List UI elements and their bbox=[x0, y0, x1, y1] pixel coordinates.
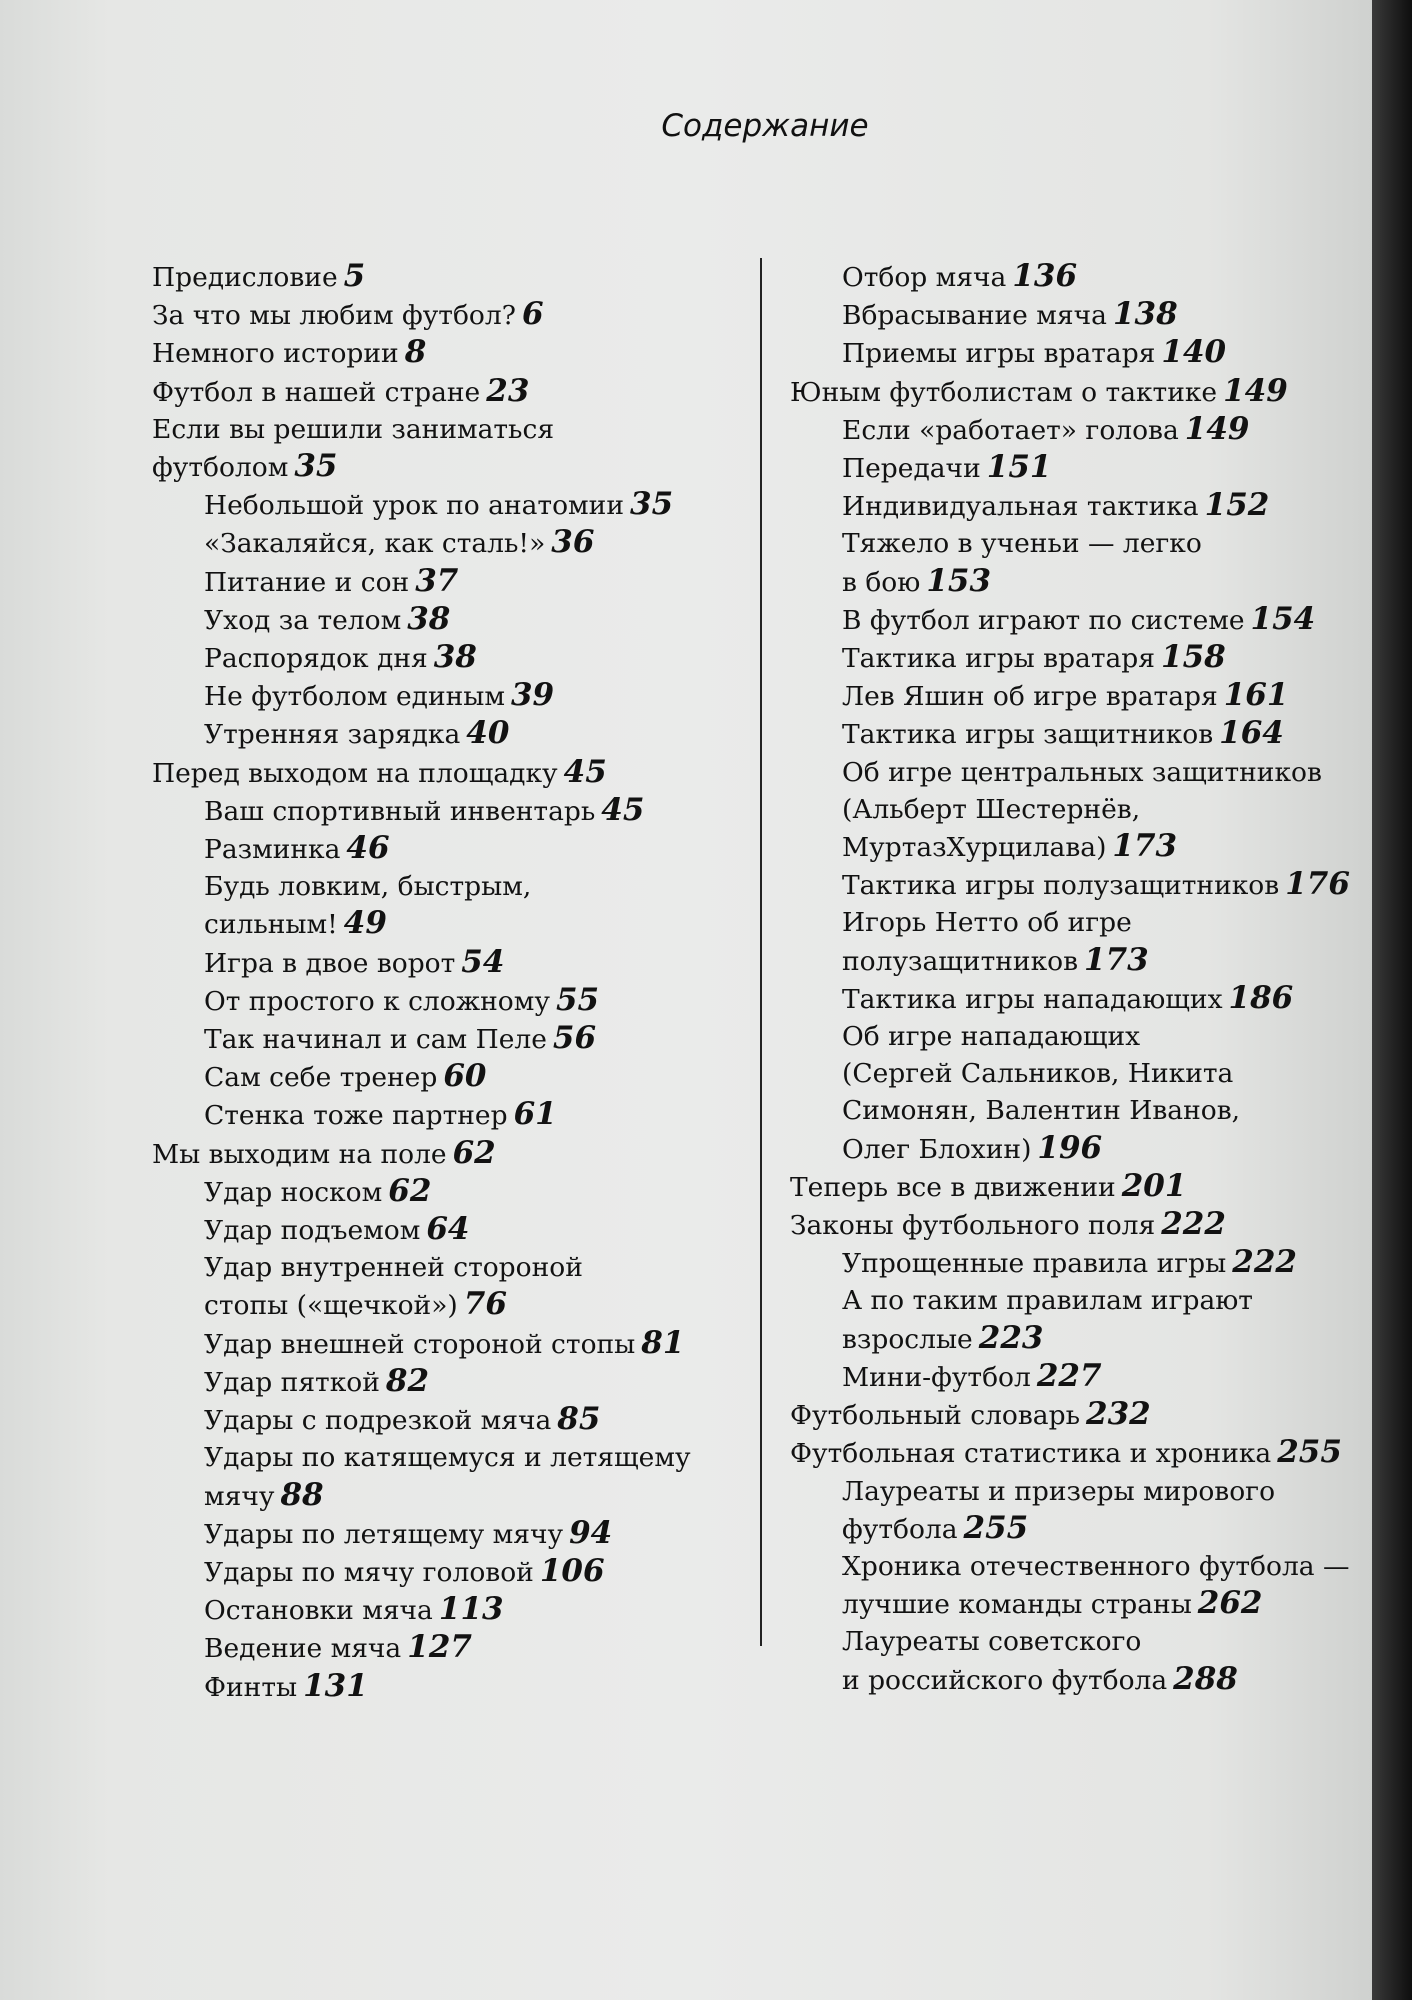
toc-entry-text bbox=[204, 982, 752, 1020]
toc-entry bbox=[152, 1058, 752, 1096]
toc-entry-label: в бою bbox=[842, 566, 921, 598]
toc-entry bbox=[790, 601, 1350, 639]
toc-page-number: 62 bbox=[452, 1134, 496, 1171]
toc-page-number: 61 bbox=[513, 1096, 557, 1133]
toc-entry bbox=[790, 1358, 1350, 1396]
toc-page-number: 64 bbox=[426, 1211, 470, 1248]
toc-page-number: 54 bbox=[461, 943, 505, 980]
book-spine-shadow bbox=[1372, 0, 1412, 2000]
toc-entry-text bbox=[790, 1434, 1350, 1472]
toc-page-number: 262 bbox=[1197, 1585, 1263, 1622]
toc-entry-label: Тактика игры полузащитников bbox=[842, 870, 1280, 902]
toc-entry-label: Питание и сон bbox=[204, 566, 410, 598]
toc-entry bbox=[152, 524, 752, 562]
toc-entry bbox=[790, 1473, 1350, 1548]
toc-page-number: 46 bbox=[346, 830, 390, 867]
toc-entry-label: лучшие команды страны bbox=[842, 1589, 1192, 1621]
toc-entry bbox=[152, 1173, 752, 1211]
toc-entry-text bbox=[204, 1286, 752, 1324]
toc-entry bbox=[152, 411, 752, 486]
toc-page-number: 186 bbox=[1228, 979, 1294, 1016]
toc-entry-text bbox=[842, 411, 1350, 449]
toc-entry bbox=[152, 296, 752, 334]
toc-entry-text bbox=[842, 334, 1350, 372]
toc-entry bbox=[790, 1548, 1350, 1623]
toc-entry bbox=[152, 639, 752, 677]
toc-page-number: 35 bbox=[294, 448, 338, 485]
toc-entry-label: Вбрасывание мяча bbox=[842, 300, 1107, 332]
toc-page-number: 40 bbox=[466, 715, 510, 752]
toc-page-number: 138 bbox=[1112, 296, 1178, 333]
toc-entry-text bbox=[152, 1135, 752, 1173]
toc-entry-text bbox=[842, 1510, 1350, 1548]
toc-entry bbox=[790, 677, 1350, 715]
toc-entry-label: Утренняя зарядка bbox=[204, 719, 461, 751]
toc-page-number: 151 bbox=[986, 449, 1052, 486]
toc-page-number: 85 bbox=[557, 1401, 601, 1438]
toc-entry-text: Если вы решили заниматься bbox=[152, 413, 555, 445]
toc-entry-label: Распорядок дня bbox=[204, 643, 428, 675]
toc-entry-text bbox=[842, 639, 1350, 677]
toc-entry-text bbox=[204, 601, 752, 639]
toc-entry-text: Игорь Нетто об игре bbox=[842, 907, 1132, 939]
toc-entry-label: Стенка тоже партнер bbox=[204, 1100, 508, 1132]
toc-entry bbox=[790, 296, 1350, 334]
toc-entry-label: Отбор мяча bbox=[842, 262, 1007, 293]
toc-entry bbox=[152, 982, 752, 1020]
toc-page-number: 161 bbox=[1223, 677, 1289, 714]
toc-entry-text bbox=[842, 677, 1350, 715]
toc-entry-label: Перед выходом на площадку bbox=[152, 757, 558, 789]
toc-entry bbox=[790, 904, 1350, 979]
toc-entry bbox=[152, 1439, 752, 1514]
toc-entry-text bbox=[842, 1130, 1350, 1168]
toc-entry-label: Если «работает» голова bbox=[842, 414, 1179, 446]
toc-entry-text bbox=[842, 563, 1350, 601]
toc-entry bbox=[152, 715, 752, 753]
toc-entry-text bbox=[790, 1206, 1350, 1244]
toc-entry-text bbox=[842, 980, 1350, 1018]
toc-entry bbox=[790, 1168, 1350, 1206]
toc-entry-label: полузащитников bbox=[842, 945, 1079, 977]
toc-entry-text: (Альберт Шестернёв, bbox=[842, 793, 1141, 825]
toc-entry bbox=[790, 525, 1350, 600]
toc-entry-label: сильным! bbox=[204, 909, 338, 941]
toc-entry bbox=[152, 830, 752, 868]
toc-page-number: 222 bbox=[1161, 1206, 1226, 1243]
toc-entry bbox=[152, 1363, 752, 1401]
toc-page-number: 149 bbox=[1184, 410, 1250, 447]
toc-entry-text bbox=[204, 1515, 752, 1553]
toc-page-number: 164 bbox=[1219, 715, 1284, 752]
toc-entry bbox=[152, 1668, 752, 1706]
toc-entry-label: Юным футболистам о тактике bbox=[790, 376, 1218, 408]
toc-entry-text bbox=[152, 296, 752, 334]
toc-entry-text bbox=[842, 942, 1350, 980]
toc-entry-text bbox=[842, 601, 1350, 639]
toc-entry-label: Футбольный словарь bbox=[790, 1400, 1080, 1432]
toc-entry-label: Сам себе тренер bbox=[204, 1062, 438, 1094]
toc-entry-text bbox=[790, 373, 1350, 411]
toc-entry bbox=[790, 1623, 1350, 1698]
toc-page-number: 62 bbox=[388, 1172, 432, 1209]
toc-page-number: 136 bbox=[1012, 258, 1078, 294]
toc-entry-label: «Закаляйся, как сталь!» bbox=[204, 528, 546, 560]
toc-page-number: 140 bbox=[1161, 334, 1227, 371]
toc-page-number: 76 bbox=[463, 1286, 507, 1323]
toc-entry bbox=[790, 373, 1350, 411]
toc-page-number: 6 bbox=[521, 296, 544, 333]
toc-entry bbox=[152, 1553, 752, 1591]
toc-entry-text bbox=[204, 944, 752, 982]
toc-entry-text bbox=[152, 754, 752, 792]
toc-entry bbox=[790, 411, 1350, 449]
toc-entry bbox=[152, 373, 752, 411]
toc-page-number: 55 bbox=[555, 981, 600, 1018]
toc-entry-text bbox=[204, 715, 752, 753]
toc-entry-label: За что мы любим футбол? bbox=[152, 300, 516, 332]
toc-entry-text bbox=[204, 639, 752, 677]
toc-page-number: 201 bbox=[1121, 1167, 1187, 1204]
toc-entry-text bbox=[842, 487, 1350, 525]
toc-entry bbox=[790, 1434, 1350, 1472]
toc-entry-text bbox=[842, 449, 1350, 487]
toc-entry-text bbox=[204, 1401, 752, 1439]
toc-page-number: 37 bbox=[415, 562, 459, 599]
toc-entry-text bbox=[152, 448, 752, 486]
toc-entry bbox=[152, 1629, 752, 1667]
toc-entry-text: Тяжело в ученьи — легко bbox=[842, 528, 1202, 560]
toc-page-number: 223 bbox=[978, 1319, 1044, 1356]
toc-entry-label: взрослые bbox=[842, 1323, 973, 1355]
toc-page-number: 255 bbox=[963, 1509, 1029, 1546]
toc-entry-text bbox=[152, 258, 752, 296]
toc-page-number: 196 bbox=[1037, 1129, 1103, 1166]
toc-entry-label: Удары по мячу головой bbox=[204, 1556, 534, 1588]
toc-entry bbox=[152, 334, 752, 372]
toc-page-number: 88 bbox=[280, 1476, 324, 1513]
toc-entry-text bbox=[204, 524, 752, 562]
toc-page-number: 81 bbox=[641, 1324, 685, 1361]
toc-entry-label: Так начинал и сам Пеле bbox=[204, 1024, 547, 1056]
toc-entry bbox=[152, 1591, 752, 1629]
toc-entry bbox=[152, 1020, 752, 1058]
toc-entry-label: В футбол играют по системе bbox=[842, 604, 1245, 636]
toc-entry-label: Индивидуальная тактика bbox=[842, 491, 1199, 523]
toc-page-number: 131 bbox=[303, 1667, 368, 1704]
toc-page-number: 222 bbox=[1232, 1244, 1297, 1281]
toc-entry-text bbox=[204, 1325, 752, 1363]
toc-entry bbox=[152, 1401, 752, 1439]
toc-entry-label: Тактика игры вратаря bbox=[842, 643, 1155, 675]
toc-entry-text bbox=[790, 1168, 1350, 1206]
toc-page-number: 45 bbox=[601, 791, 645, 828]
toc-entry-text bbox=[842, 1320, 1350, 1358]
toc-entry-label: Удары по летящему мячу bbox=[204, 1518, 564, 1550]
toc-entry-label: Игра в двое ворот bbox=[204, 947, 456, 979]
toc-entry-text bbox=[204, 1096, 752, 1134]
toc-entry-text bbox=[204, 1553, 752, 1591]
toc-entry-text bbox=[204, 1363, 752, 1401]
toc-entry-label: стопы («щечкой») bbox=[204, 1290, 458, 1322]
toc-entry-text bbox=[204, 830, 752, 868]
toc-entry-label: Финты bbox=[204, 1671, 298, 1703]
toc-page-number: 60 bbox=[443, 1058, 487, 1095]
toc-entry-label: Немного истории bbox=[152, 338, 399, 370]
toc-entry bbox=[152, 944, 752, 982]
toc-entry-label: Тактика игры нападающих bbox=[842, 983, 1223, 1015]
toc-page-number: 149 bbox=[1223, 372, 1288, 409]
toc-entry-text: Об игре центральных защитников bbox=[842, 756, 1322, 788]
toc-entry-label: Олег Блохин) bbox=[842, 1133, 1032, 1165]
toc-entry-text: Лауреаты советского bbox=[842, 1626, 1142, 1658]
toc-entry-text bbox=[842, 1358, 1350, 1396]
toc-entry-text bbox=[204, 1020, 752, 1058]
toc-entry bbox=[152, 1211, 752, 1249]
toc-page-number: 227 bbox=[1036, 1357, 1102, 1394]
toc-entry bbox=[152, 868, 752, 943]
toc-entry bbox=[152, 792, 752, 830]
toc-entry-label: Ваш спортивный инвентарь bbox=[204, 795, 596, 827]
toc-entry bbox=[790, 1282, 1350, 1357]
toc-page-number: 158 bbox=[1161, 639, 1226, 676]
toc-entry-text bbox=[204, 905, 752, 943]
toc-entry-text bbox=[842, 866, 1350, 904]
toc-entry-text bbox=[790, 1396, 1350, 1434]
toc-entry-label: и российского футбола bbox=[842, 1664, 1168, 1696]
toc-page-number: 5 bbox=[343, 258, 366, 294]
toc-page-number: 38 bbox=[433, 639, 477, 676]
toc-page-number: 255 bbox=[1277, 1434, 1342, 1471]
toc-entry-label: Удар подъемом bbox=[204, 1215, 421, 1247]
toc-entry-text: Об игре нападающих bbox=[842, 1021, 1141, 1053]
toc-entry-label: Удар носком bbox=[204, 1176, 383, 1208]
toc-entry-text bbox=[842, 1661, 1350, 1699]
toc-entry-label: Остановки мяча bbox=[204, 1595, 433, 1627]
toc-entry-label: Законы футбольного поля bbox=[790, 1210, 1156, 1242]
toc-entry-text bbox=[204, 1629, 752, 1667]
toc-entry-text: Лауреаты и призеры мирового bbox=[842, 1475, 1276, 1507]
toc-entry bbox=[790, 866, 1350, 904]
toc-entry-label: Удар пяткой bbox=[204, 1366, 380, 1398]
toc-entry-text bbox=[152, 373, 752, 411]
toc-entry bbox=[152, 1325, 752, 1363]
toc-entry-label: Лев Яшин об игре вратаря bbox=[842, 681, 1218, 713]
toc-entry-label: Разминка bbox=[204, 834, 341, 866]
toc-page-number: 49 bbox=[343, 905, 387, 942]
toc-entry-label: Небольшой урок по анатомии bbox=[204, 490, 624, 522]
toc-page-number: 39 bbox=[510, 677, 555, 714]
toc-entry-label: Футбольная статистика и хроника bbox=[790, 1438, 1272, 1470]
toc-page-number: 82 bbox=[385, 1362, 430, 1399]
toc-page-number: 106 bbox=[539, 1552, 605, 1589]
toc-entry bbox=[790, 980, 1350, 1018]
toc-entry-label: Теперь все в движении bbox=[790, 1171, 1116, 1203]
toc-entry-label: Тактика игры защитников bbox=[842, 719, 1214, 751]
toc-entry bbox=[152, 1515, 752, 1553]
toc-entry bbox=[790, 1244, 1350, 1282]
toc-entry-text bbox=[204, 1173, 752, 1211]
toc-entry-text bbox=[204, 677, 752, 715]
toc-entry-text bbox=[152, 334, 752, 372]
toc-page-number: 154 bbox=[1250, 600, 1316, 637]
toc-entry bbox=[790, 334, 1350, 372]
toc-entry-text: Симонян, Валентин Иванов, bbox=[842, 1095, 1241, 1127]
toc-entry-label: мячу bbox=[204, 1480, 275, 1512]
toc-entry-text: Хроника отечественного футбола — bbox=[842, 1550, 1350, 1582]
toc-entry bbox=[152, 258, 752, 296]
toc-entry-text: Удары по катящемуся и летящему bbox=[204, 1442, 691, 1474]
toc-page-number: 152 bbox=[1204, 487, 1270, 524]
toc-entry-text: Будь ловким, быстрым, bbox=[204, 871, 532, 903]
toc-page-number: 232 bbox=[1086, 1396, 1151, 1433]
toc-page-number: 176 bbox=[1285, 866, 1350, 903]
toc-entry-label: Футбол в нашей стране bbox=[152, 376, 481, 408]
toc-page-number: 56 bbox=[552, 1020, 597, 1057]
toc-entry-text bbox=[204, 1477, 752, 1515]
toc-entry bbox=[790, 449, 1350, 487]
page-title: Содержание bbox=[661, 108, 869, 144]
toc-entry bbox=[790, 754, 1350, 867]
toc-entry bbox=[152, 754, 752, 792]
toc-entry-label: Предисловие bbox=[152, 262, 338, 293]
toc-right-column bbox=[790, 258, 1350, 1699]
toc-entry bbox=[790, 258, 1350, 296]
toc-page-number: 36 bbox=[551, 524, 595, 561]
toc-entry-text bbox=[842, 715, 1350, 753]
toc-entry bbox=[790, 715, 1350, 753]
toc-entry bbox=[790, 1206, 1350, 1244]
toc-entry-label: Уход за телом bbox=[204, 604, 402, 636]
toc-entry-text bbox=[204, 1058, 752, 1096]
toc-entry-label: футбола bbox=[842, 1513, 958, 1545]
toc-page-number: 113 bbox=[438, 1591, 504, 1628]
toc-page-number: 23 bbox=[486, 372, 530, 409]
toc-page-number: 153 bbox=[926, 562, 992, 599]
toc-page-number: 8 bbox=[404, 334, 427, 371]
toc-entry bbox=[152, 1135, 752, 1173]
toc-entry-text bbox=[842, 296, 1350, 334]
toc-entry-text: Удар внутренней стороной bbox=[204, 1252, 583, 1284]
toc-page-number: 127 bbox=[407, 1629, 472, 1666]
toc-entry-text bbox=[842, 1585, 1350, 1623]
toc-entry bbox=[152, 1096, 752, 1134]
toc-entry-text: А по таким правилам играют bbox=[842, 1285, 1253, 1317]
toc-entry-label: Не футболом единым bbox=[204, 681, 505, 713]
toc-page-number: 38 bbox=[407, 600, 451, 637]
toc-entry bbox=[152, 601, 752, 639]
toc-entry bbox=[152, 563, 752, 601]
toc-entry-text bbox=[842, 828, 1350, 866]
toc-entry-label: Удар внешней стороной стопы bbox=[204, 1328, 636, 1360]
toc-entry-text bbox=[204, 486, 752, 524]
toc-entry bbox=[790, 1396, 1350, 1434]
toc-entry-label: Мы выходим на поле bbox=[152, 1138, 447, 1170]
toc-entry bbox=[152, 677, 752, 715]
toc-entry bbox=[790, 639, 1350, 677]
toc-entry bbox=[790, 1018, 1350, 1168]
toc-entry-text bbox=[204, 792, 752, 830]
toc-entry-label: Мини-футбол bbox=[842, 1361, 1031, 1393]
toc-entry-label: Передачи bbox=[842, 453, 981, 485]
toc-entry bbox=[790, 487, 1350, 525]
toc-page-number: 94 bbox=[569, 1514, 613, 1551]
toc-entry bbox=[152, 1249, 752, 1324]
toc-left-column bbox=[152, 258, 752, 1706]
toc-entry-label: Приемы игры вратаря bbox=[842, 338, 1156, 370]
toc-entry-text bbox=[204, 1591, 752, 1629]
toc-entry-text bbox=[204, 563, 752, 601]
toc-entry-text: (Сергей Сальников, Никита bbox=[842, 1058, 1234, 1090]
toc-entry-label: футболом bbox=[152, 452, 289, 484]
toc-page-number: 35 bbox=[630, 486, 674, 523]
toc-entry-text bbox=[204, 1211, 752, 1249]
toc-page-number: 45 bbox=[563, 753, 607, 790]
toc-entry-text bbox=[842, 1244, 1350, 1282]
column-divider bbox=[760, 258, 762, 1646]
toc-entry bbox=[152, 486, 752, 524]
toc-entry-text bbox=[842, 258, 1350, 296]
toc-page-number: 288 bbox=[1173, 1660, 1238, 1697]
toc-page-number: 173 bbox=[1112, 828, 1178, 865]
toc-entry-label: Ведение мяча bbox=[204, 1633, 402, 1665]
toc-entry-text bbox=[204, 1668, 752, 1706]
toc-page-number: 173 bbox=[1084, 941, 1149, 978]
toc-entry-label: Упрощенные правила игры bbox=[842, 1248, 1227, 1280]
toc-entry-label: МуртазХурцилава) bbox=[842, 832, 1107, 864]
toc-entry-label: От простого к сложному bbox=[204, 985, 550, 1017]
toc-entry-label: Удары с подрезкой мяча bbox=[204, 1405, 552, 1437]
